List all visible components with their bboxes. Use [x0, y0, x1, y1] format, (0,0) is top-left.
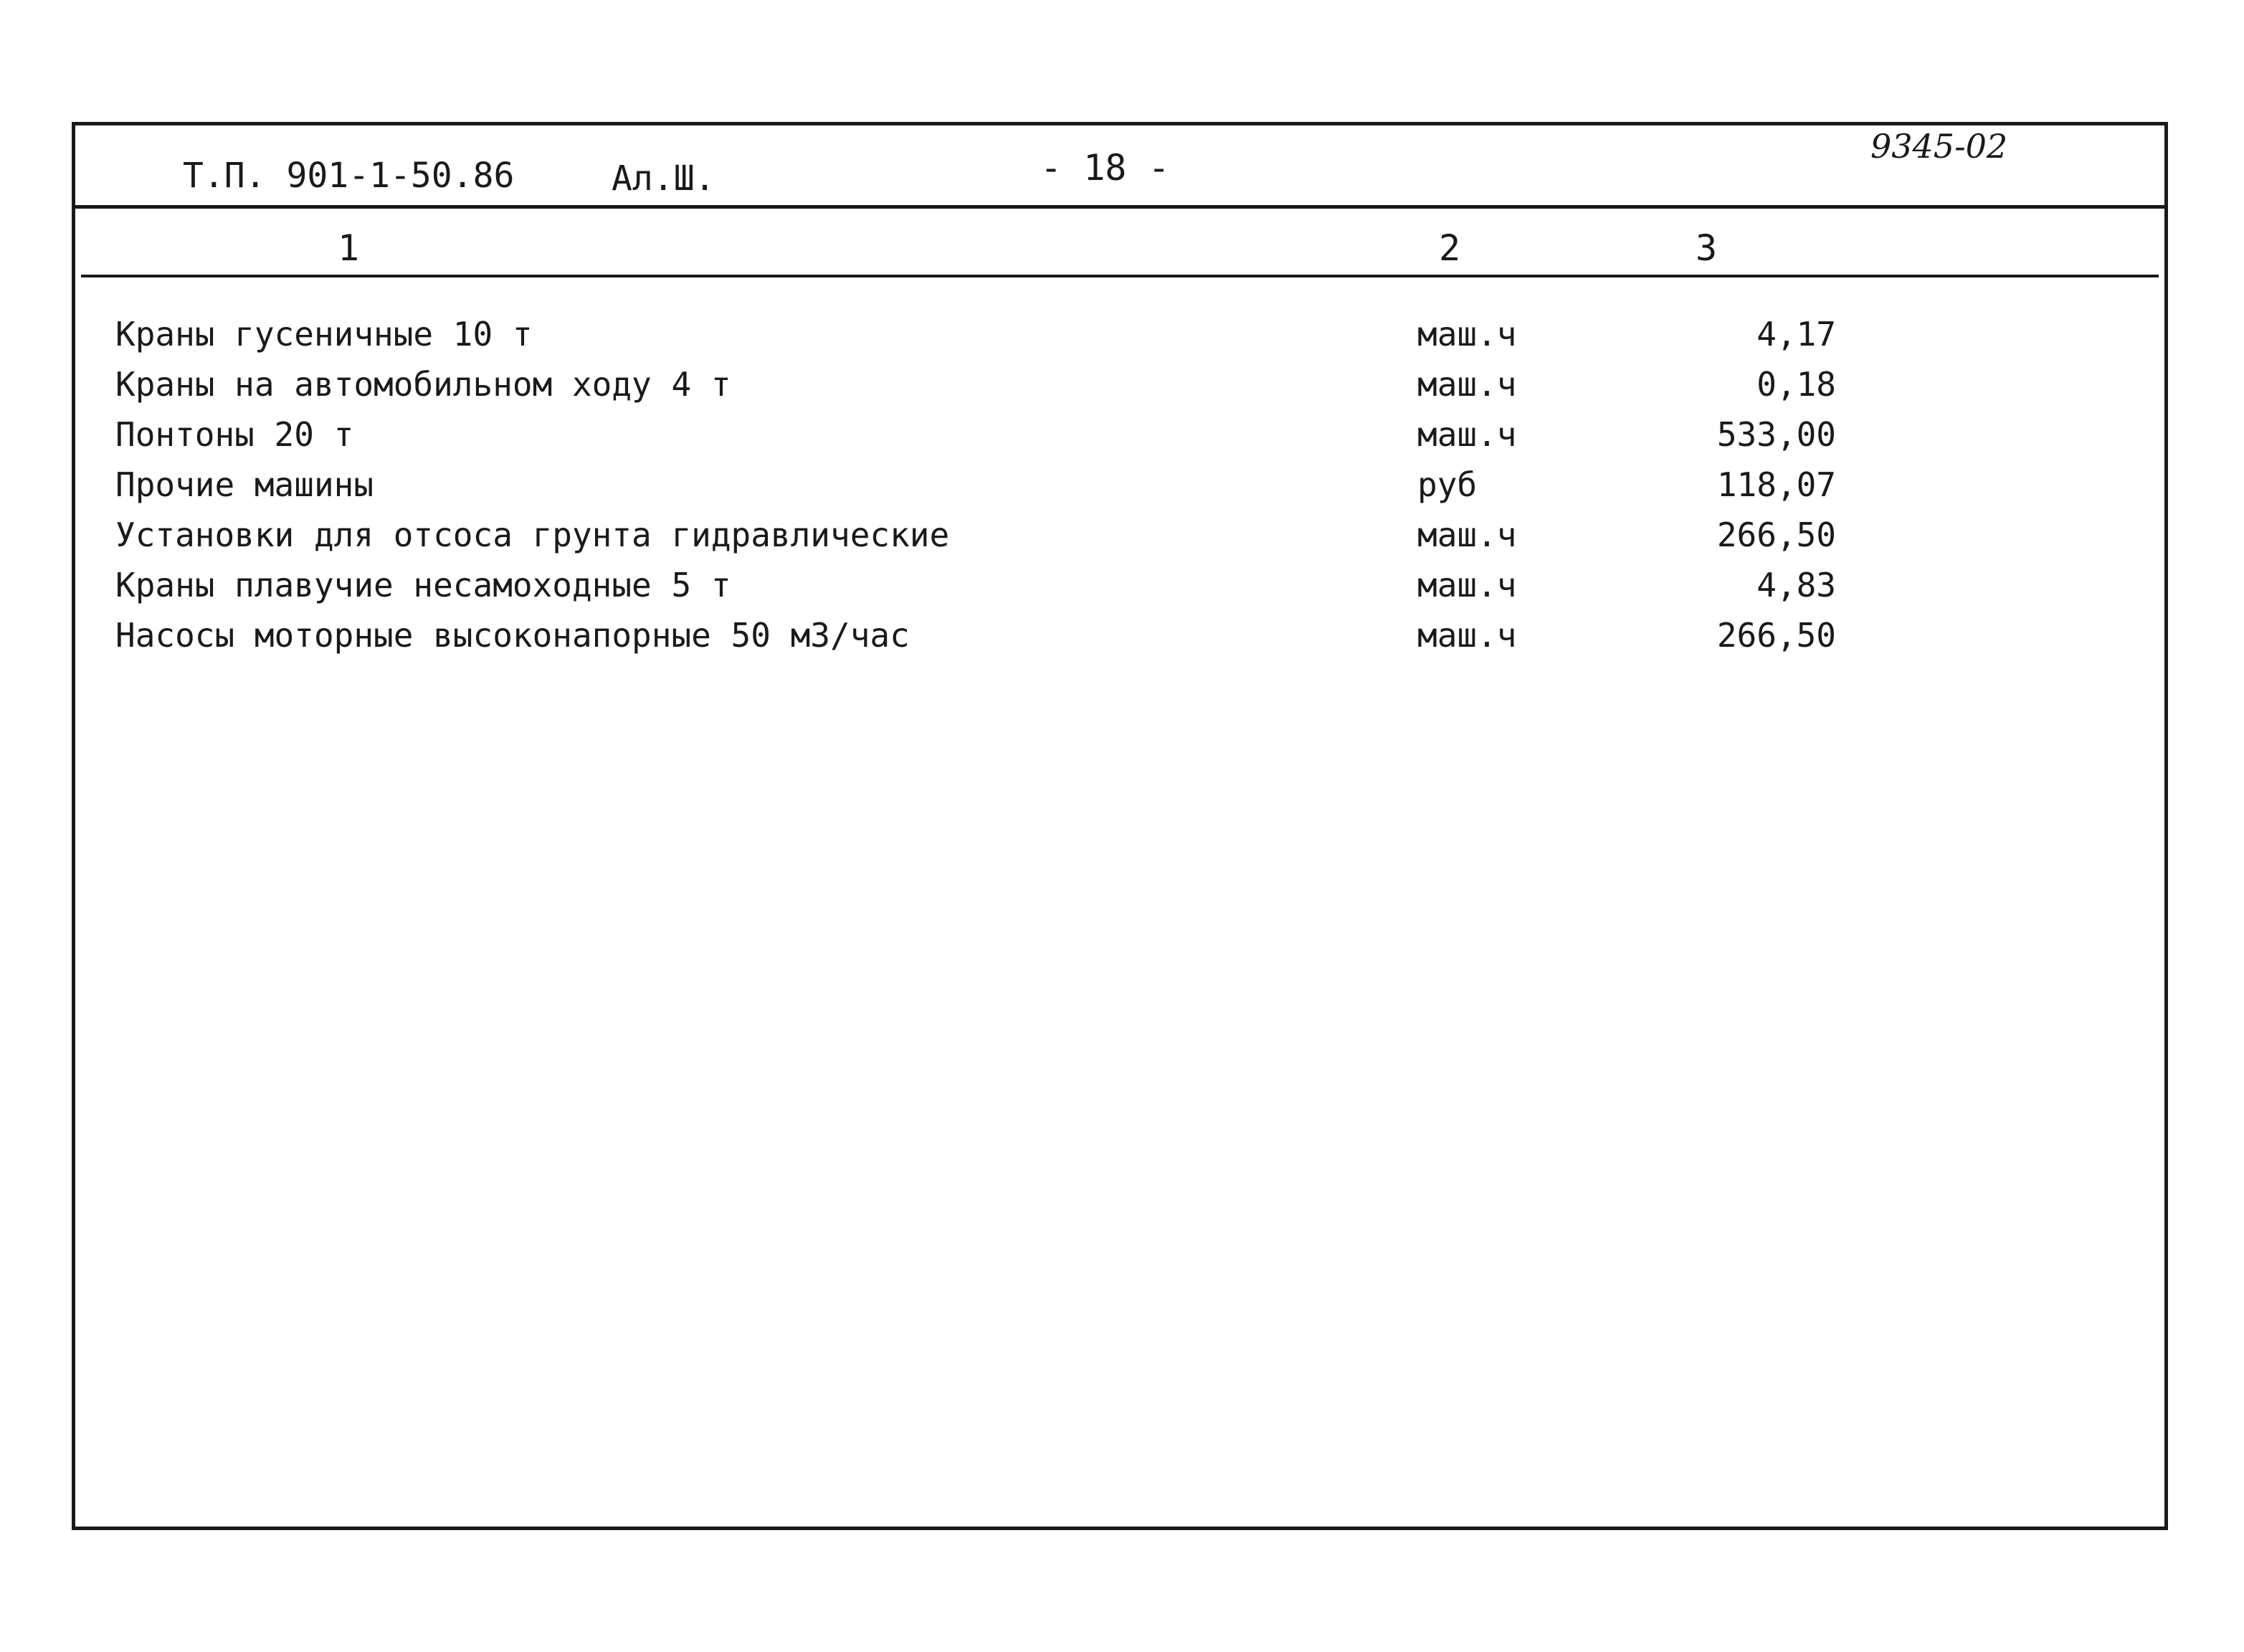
column-header-2: 2: [1439, 227, 1461, 269]
row-value: 266,50: [1716, 616, 1836, 655]
row-unit: маш.ч: [1417, 516, 1517, 554]
row-name: Краны плавучие несамоходные 5 т: [115, 566, 731, 604]
row-unit: маш.ч: [1417, 616, 1517, 655]
table-row: [75, 409, 2164, 460]
row-value: 4,83: [1756, 566, 1836, 604]
row-name: Понтоны 20 т: [115, 415, 354, 454]
row-unit: руб: [1417, 465, 1478, 504]
row-unit: маш.ч: [1417, 415, 1517, 454]
row-name: Насосы моторные высоконапорные 50 м3/час: [115, 616, 910, 655]
row-value: 533,00: [1716, 415, 1836, 454]
document-code: Т.П. 901-1-50.86: [183, 156, 515, 196]
row-value: 4,17: [1756, 315, 1836, 353]
document-frame: [72, 122, 2168, 1530]
row-value: 118,07: [1716, 465, 1836, 504]
archive-number: 9345-02: [1870, 127, 2008, 166]
table-row: [75, 359, 2164, 409]
header-bar: [75, 125, 2164, 209]
column-header-rule: [81, 275, 2159, 277]
row-unit: маш.ч: [1417, 315, 1517, 353]
row-unit: маш.ч: [1417, 566, 1517, 604]
table-row: [75, 510, 2164, 560]
table-row: [75, 460, 2164, 510]
table-row: [75, 309, 2164, 359]
row-name: Установки для отсоса грунта гидравлические: [115, 516, 950, 554]
column-header-3: 3: [1696, 227, 1718, 269]
album-number: Ал.Ш.: [612, 158, 715, 199]
row-name: Прочие машины: [115, 465, 374, 504]
table-row: [75, 610, 2164, 660]
column-header-1: 1: [338, 227, 360, 269]
row-unit: маш.ч: [1417, 365, 1517, 404]
row-name: Краны гусеничные 10 т: [115, 315, 533, 353]
row-value: 0,18: [1756, 365, 1836, 404]
row-value: 266,50: [1716, 516, 1836, 554]
page-number: - 18 -: [1040, 147, 1170, 189]
row-name: Краны на автомобильном ходу 4 т: [115, 365, 731, 404]
table-row: [75, 560, 2164, 610]
